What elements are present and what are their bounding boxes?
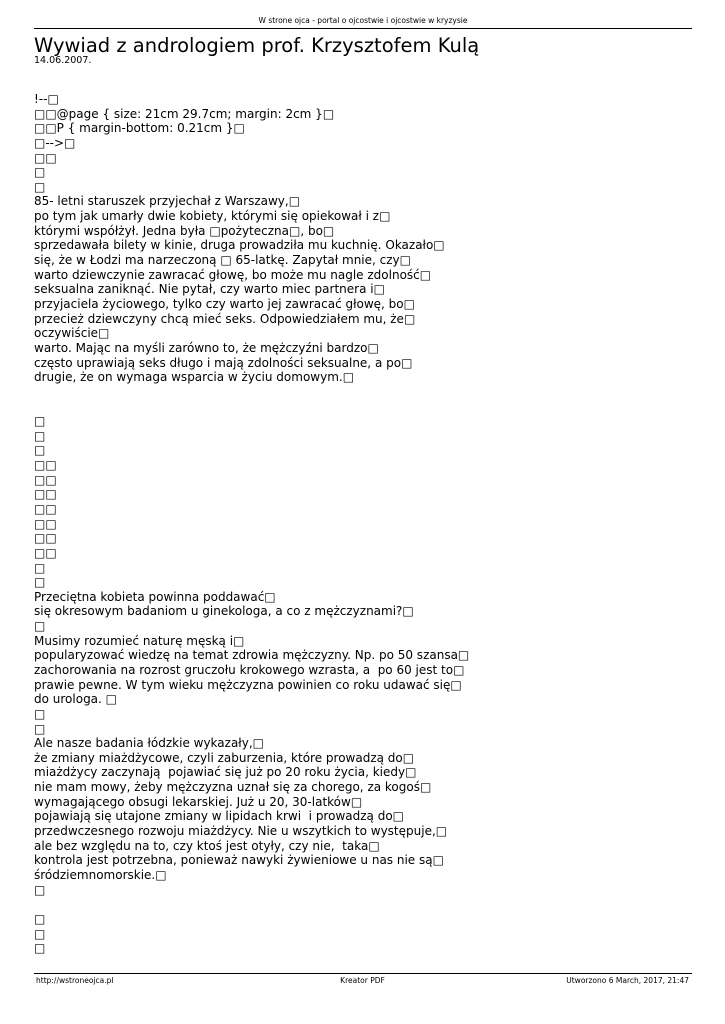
body-line: wymagającego obsugi lekarskiej. Już u 20, 30-latków□ [34, 794, 363, 809]
footer-generator: Kreator PDF [340, 976, 385, 985]
body-line: □ [34, 560, 46, 575]
body-line: miażdżycy zaczynają pojawiać się już po 20 roku życia, kiedy□ [34, 765, 417, 780]
body-line: zachorowania na rozrost gruczołu krokowego wzrasta, a po 60 jest to□ [34, 662, 465, 677]
body-line: □ [34, 443, 46, 458]
body-line: po tym jak umarły dwie kobiety, którymi się opiekował i z□ [34, 209, 391, 224]
body-line: warto. Mając na myśli zarówno to, że mężczyźni bardzo□ [34, 340, 379, 355]
body-line: nie mam mowy, żeby mężczyzna uznał się za chorego, za kogoś□ [34, 780, 432, 795]
body-line: !--□ [34, 92, 59, 106]
article-title: Wywiad z andrologiem prof. Krzysztofem Kulą [34, 34, 480, 57]
body-line: się, że w Łodzi ma narzeczoną □ 65-latkę. Zapytał mnie, czy□ [34, 253, 411, 268]
body-line [34, 897, 684, 912]
article-body [34, 92, 684, 956]
body-line: sprzedawała bilety w kinie, druga prowadziła mu kuchnię. Okazało□ [34, 238, 445, 253]
footer-divider [34, 973, 692, 974]
body-line: □□ [34, 472, 57, 487]
body-line: 85- letni staruszek przyjechał z Warszawy,□ [34, 194, 301, 209]
body-line: □□ [34, 487, 57, 502]
body-line: Musimy rozumieć naturę męską i□ [34, 633, 245, 648]
body-line: przedwczesnego rozwoju miażdżycy. Nie u wszytkich to występuje,□ [34, 824, 448, 839]
body-line: □ [34, 706, 46, 721]
body-line: □□ [34, 545, 57, 560]
body-line: kontrola jest potrzebna, ponieważ nawyki żywieniowe u nas nie są□ [34, 853, 444, 868]
body-line: seksualna zaniknąć. Nie pytał, czy warto miec partnera i□ [34, 282, 385, 297]
body-line: często uprawiają seks długo i mają zdolności seksualne, a po□ [34, 355, 413, 370]
body-line: □ [34, 619, 46, 634]
body-line: drugie, że on wymaga wsparcia w życiu domowym.□ [34, 370, 355, 385]
body-line: □ [34, 414, 46, 429]
body-line: □ [34, 721, 46, 736]
body-line: przyjaciela życiowego, tylko czy warto jej zawracać głowę, bo□ [34, 296, 415, 311]
body-line: □ [34, 926, 46, 941]
body-line: że zmiany miażdżycowe, czyli zaburzenia, które prowadzą do□ [34, 750, 415, 765]
body-line: □□ [34, 531, 57, 546]
body-line: Przeciętna kobieta powinna poddawać□ [34, 589, 276, 604]
body-line: do urologa. □ [34, 692, 118, 707]
page-header-site-title: W strone ojca - portal o ojcostwie i ojcostwie w kryzysie [258, 16, 468, 25]
body-line: □ [34, 575, 46, 590]
body-line: □ [34, 179, 46, 194]
body-line: pojawiają się utajone zmiany w lipidach krwi i prowadzą do□ [34, 809, 404, 824]
body-line: popularyzować wiedzę na temat zdrowia mężczyzny. Np. po 50 szansa□ [34, 648, 470, 663]
body-line: □□ [34, 516, 57, 531]
body-line: śródziemnomorskie.□ [34, 867, 167, 882]
body-line: prawie pewne. W tym wieku mężczyzna powinien co roku udawać się□ [34, 677, 462, 692]
body-line: □ [34, 428, 46, 443]
body-line: Ale nasze badania łódzkie wykazały,□ [34, 736, 264, 751]
body-line: □□ [34, 150, 57, 165]
body-line [34, 399, 684, 414]
body-line: □ [34, 941, 46, 956]
body-line: □ [34, 165, 46, 180]
body-line: □□ [34, 458, 57, 473]
article-date: 14.06.2007. [34, 55, 92, 66]
footer-url: http://wstroneojca.pl [36, 976, 114, 985]
body-line: się okresowym badaniom u ginekologa, a co z mężczyznami?□ [34, 604, 414, 619]
body-line: ale bez względu na to, czy ktoś jest otyły, czy nie, taka□ [34, 838, 380, 853]
body-line: przecież dziewczyny chcą mieć seks. Odpowiedziałem mu, że□ [34, 311, 416, 326]
body-line: □□@page { size: 21cm 29.7cm; margin: 2cm }□ [34, 106, 335, 121]
body-line: którymi współżył. Jedna była □pożyteczna□, bo□ [34, 223, 335, 238]
body-line: □□ [34, 501, 57, 516]
body-line: □ [34, 911, 46, 926]
body-line: □□P { margin-bottom: 0.21cm }□ [34, 121, 245, 136]
body-line: □ [34, 882, 46, 897]
body-line [34, 385, 684, 400]
footer-created: Utworzono 6 March, 2017, 21:47 [566, 976, 689, 985]
body-line: warto dziewczynie zawracać głowę, bo może mu nagle zdolność□ [34, 267, 432, 282]
header-divider [34, 28, 692, 29]
body-line: oczywiście□ [34, 326, 110, 341]
body-line: □-->□ [34, 135, 76, 150]
